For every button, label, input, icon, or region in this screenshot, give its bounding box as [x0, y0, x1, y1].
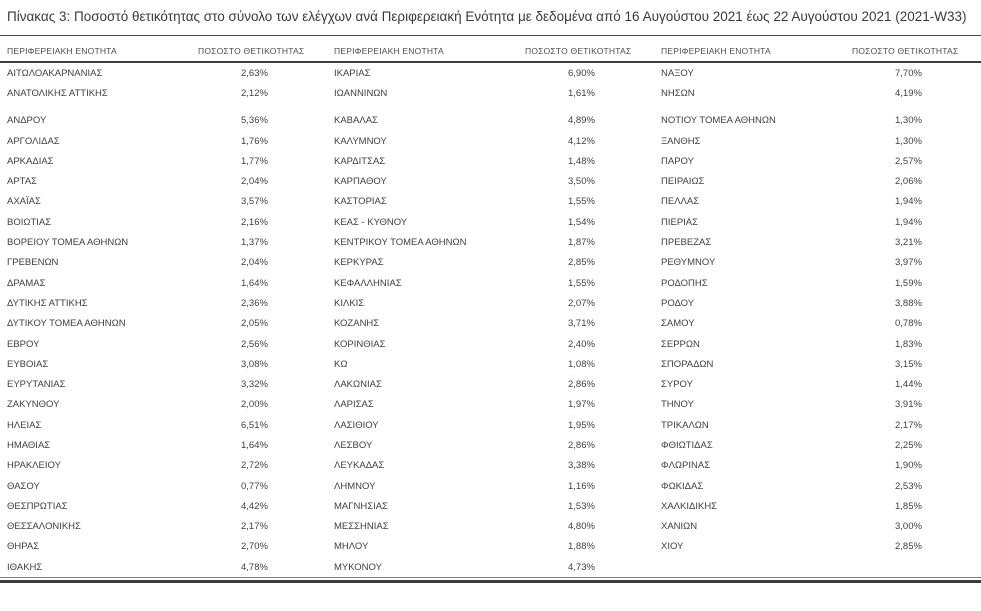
positivity-value-cell: 2,85%	[568, 257, 595, 269]
positivity-value-cell: 4,80%	[568, 521, 595, 533]
table-row	[0, 83, 981, 103]
positivity-value-cell: 1,94%	[895, 196, 922, 208]
region-name-cell: ΚΕΑΣ - ΚΥΘΝΟΥ	[334, 216, 408, 228]
region-name-cell: ΛΗΜΝΟΥ	[334, 480, 376, 492]
positivity-value-cell: 1,61%	[568, 87, 595, 99]
region-name-cell: ΜΗΛΟΥ	[334, 541, 369, 553]
table-row	[0, 63, 981, 83]
region-name-cell: ΑΙΤΩΛΟΑΚΑΡΝΑΝΙΑΣ	[7, 67, 103, 79]
region-name-cell: ΤΡΙΚΑΛΩΝ	[661, 419, 709, 431]
positivity-value-cell: 3,00%	[895, 521, 922, 533]
region-name-cell: ΘΑΣΟΥ	[7, 480, 40, 492]
region-name-cell: ΣΠΟΡΑΔΩΝ	[661, 358, 714, 370]
positivity-value-cell: 6,51%	[241, 419, 268, 431]
positivity-value-cell: 2,25%	[895, 439, 922, 451]
region-name-cell: ΧΑΝΙΩΝ	[661, 521, 698, 533]
region-name-cell: ΛΑΚΩΝΙΑΣ	[334, 379, 382, 391]
region-name-cell: ΠΑΡΟΥ	[661, 155, 694, 167]
region-name-cell: ΦΘΙΩΤΙΔΑΣ	[661, 439, 713, 451]
region-name-cell: ΘΗΡΑΣ	[7, 541, 40, 553]
table-row	[0, 192, 981, 212]
region-name-cell: ΚΩ	[334, 358, 348, 370]
table-row	[0, 415, 981, 435]
positivity-value-cell: 2,05%	[241, 318, 268, 330]
positivity-value-cell: 1,37%	[241, 237, 268, 249]
positivity-value-cell: 1,30%	[895, 115, 922, 127]
region-name-cell: ΜΕΣΣΗΝΙΑΣ	[334, 521, 389, 533]
region-name-cell: ΛΕΣΒΟΥ	[334, 439, 373, 451]
region-name-cell: ΝΗΣΩΝ	[661, 87, 695, 99]
positivity-value-cell: 1,88%	[568, 541, 595, 553]
region-name-cell: ΛΑΣΙΘΙΟΥ	[334, 419, 379, 431]
region-name-cell: ΣΥΡΟΥ	[661, 379, 693, 391]
table-row	[0, 111, 981, 131]
positivity-value-cell: 2,56%	[241, 338, 268, 350]
region-name-cell: ΚΑΛΥΜΝΟΥ	[334, 135, 387, 147]
region-name-cell: ΝΑΞΟΥ	[661, 67, 694, 79]
positivity-value-cell: 1,54%	[568, 216, 595, 228]
positivity-value-cell: 1,97%	[568, 399, 595, 411]
positivity-value-cell: 2,12%	[241, 87, 268, 99]
header-rate-col1: ΠΟΣΟΣΤΟ ΘΕΤΙΚΟΤΗΤΑΣ	[198, 46, 305, 56]
positivity-value-cell: 4,73%	[568, 561, 595, 573]
positivity-value-cell: 2,72%	[241, 460, 268, 472]
positivity-value-cell: 4,12%	[568, 135, 595, 147]
region-name-cell: ΚΑΒΑΛΑΣ	[334, 115, 378, 127]
positivity-value-cell: 4,78%	[241, 561, 268, 573]
region-name-cell: ΣΑΜΟΥ	[661, 318, 695, 330]
region-name-cell: ΚΟΖΑΝΗΣ	[334, 318, 380, 330]
positivity-value-cell: 1,76%	[241, 135, 268, 147]
positivity-value-cell: 1,87%	[568, 237, 595, 249]
region-name-cell: ΖΑΚΥΝΘΟΥ	[7, 399, 60, 411]
positivity-value-cell: 1,64%	[241, 439, 268, 451]
positivity-value-cell: 1,94%	[895, 216, 922, 228]
positivity-value-cell: 3,21%	[895, 237, 922, 249]
positivity-value-cell: 2,86%	[568, 439, 595, 451]
positivity-value-cell: 4,89%	[568, 115, 595, 127]
positivity-value-cell: 2,86%	[568, 379, 595, 391]
table-row	[0, 557, 981, 577]
positivity-value-cell: 1,90%	[895, 460, 922, 472]
table-row	[0, 374, 981, 394]
positivity-value-cell: 3,97%	[895, 257, 922, 269]
positivity-value-cell: 1,85%	[895, 500, 922, 512]
table-row	[0, 435, 981, 455]
positivity-value-cell: 2,04%	[241, 257, 268, 269]
region-name-cell: ΕΥΡΥΤΑΝΙΑΣ	[7, 379, 66, 391]
positivity-value-cell: 1,30%	[895, 135, 922, 147]
positivity-value-cell: 3,71%	[568, 318, 595, 330]
region-name-cell: ΠΙΕΡΙΑΣ	[661, 216, 699, 228]
region-name-cell: ΙΘΑΚΗΣ	[7, 561, 43, 573]
region-name-cell: ΚΕΡΚΥΡΑΣ	[334, 257, 384, 269]
positivity-value-cell: 2,04%	[241, 176, 268, 188]
positivity-value-cell: 3,57%	[241, 196, 268, 208]
region-name-cell: ΚΟΡΙΝΘΙΑΣ	[334, 338, 386, 350]
table-header-row	[0, 36, 981, 63]
positivity-value-cell: 7,70%	[895, 67, 922, 79]
positivity-value-cell: 6,90%	[568, 67, 595, 79]
table-row	[0, 131, 981, 151]
positivity-value-cell: 1,64%	[241, 277, 268, 289]
positivity-value-cell: 2,53%	[895, 480, 922, 492]
table-row	[0, 151, 981, 171]
positivity-value-cell: 2,17%	[241, 521, 268, 533]
positivity-value-cell: 1,44%	[895, 379, 922, 391]
table-row	[0, 232, 981, 252]
report-page	[0, 6, 981, 611]
table-row	[0, 476, 981, 496]
region-name-cell: ΞΑΝΘΗΣ	[661, 135, 701, 147]
positivity-value-cell: 3,50%	[568, 176, 595, 188]
header-region-col2: ΠΕΡΙΦΕΡΕΙΑΚΗ ΕΝΟΤΗΤΑ	[334, 46, 444, 56]
positivity-value-cell: 2,40%	[568, 338, 595, 350]
region-name-cell: ΘΕΣΠΡΩΤΙΑΣ	[7, 500, 68, 512]
region-name-cell: ΑΝΑΤΟΛΙΚΗΣ ΑΤΤΙΚΗΣ	[7, 87, 108, 99]
region-name-cell: ΗΜΑΘΙΑΣ	[7, 439, 51, 451]
positivity-value-cell: 3,88%	[895, 297, 922, 309]
region-name-cell: ΚΕΝΤΡΙΚΟΥ ΤΟΜΕΑ ΑΘΗΝΩΝ	[334, 237, 467, 249]
region-name-cell: ΦΛΩΡΙΝΑΣ	[661, 460, 711, 472]
table-bottom-border	[0, 577, 981, 583]
region-name-cell: ΕΥΒΟΙΑΣ	[7, 358, 49, 370]
region-name-cell: ΡΟΔΟΥ	[661, 297, 695, 309]
region-name-cell: ΧΑΛΚΙΔΙΚΗΣ	[661, 500, 718, 512]
positivity-value-cell: 2,70%	[241, 541, 268, 553]
region-name-cell: ΔΥΤΙΚΟΥ ΤΟΜΕΑ ΑΘΗΝΩΝ	[7, 318, 126, 330]
region-name-cell: ΠΕΛΛΑΣ	[661, 196, 700, 208]
positivity-value-cell: 2,06%	[895, 176, 922, 188]
table-title: Πίνακας 3: Ποσοστό θετικότητας στο σύνολο των ελέγχων ανά Περιφερειακή Ενότητα με δεδομένα από 16 Αυγούστου 2021 έως 22 Αυγούστου 2021 (2021-W33)	[7, 9, 967, 24]
region-name-cell: ΤΗΝΟΥ	[661, 399, 694, 411]
region-name-cell: ΦΩΚΙΔΑΣ	[661, 480, 704, 492]
region-name-cell: ΝΟΤΙΟΥ ΤΟΜΕΑ ΑΘΗΝΩΝ	[661, 115, 776, 127]
positivity-value-cell: 3,32%	[241, 379, 268, 391]
region-name-cell: ΑΡΤΑΣ	[7, 176, 37, 188]
positivity-value-cell: 1,16%	[568, 480, 595, 492]
positivity-value-cell: 1,59%	[895, 277, 922, 289]
positivity-value-cell: 2,07%	[568, 297, 595, 309]
region-name-cell: ΛΑΡΙΣΑΣ	[334, 399, 374, 411]
table-row	[0, 537, 981, 557]
region-name-cell: ΒΟΙΩΤΙΑΣ	[7, 216, 52, 228]
positivity-value-cell: 5,36%	[241, 115, 268, 127]
region-name-cell: ΒΟΡΕΙΟΥ ΤΟΜΕΑ ΑΘΗΝΩΝ	[7, 237, 129, 249]
region-name-cell: ΜΥΚΟΝΟΥ	[334, 561, 382, 573]
region-name-cell: ΑΡΓΟΛΙΔΑΣ	[7, 135, 60, 147]
region-name-cell: ΠΡΕΒΕΖΑΣ	[661, 237, 712, 249]
region-name-cell: ΔΡΑΜΑΣ	[7, 277, 46, 289]
table-body	[0, 63, 981, 577]
table-row	[0, 293, 981, 313]
region-name-cell: ΑΡΚΑΔΙΑΣ	[7, 155, 54, 167]
region-name-cell: ΡΕΘΥΜΝΟΥ	[661, 257, 716, 269]
table-row	[0, 171, 981, 191]
region-name-cell: ΜΑΓΝΗΣΙΑΣ	[334, 500, 388, 512]
positivity-value-cell: 2,36%	[241, 297, 268, 309]
positivity-value-cell: 4,19%	[895, 87, 922, 99]
positivity-value-cell: 2,16%	[241, 216, 268, 228]
header-rate-col2: ΠΟΣΟΣΤΟ ΘΕΤΙΚΟΤΗΤΑΣ	[525, 46, 632, 56]
region-name-cell: ΚΑΡΠΑΘΟΥ	[334, 176, 387, 188]
region-name-cell: ΠΕΙΡΑΙΩΣ	[661, 176, 705, 188]
region-name-cell: ΘΕΣΣΑΛΟΝΙΚΗΣ	[7, 521, 81, 533]
header-region-col1: ΠΕΡΙΦΕΡΕΙΑΚΗ ΕΝΟΤΗΤΑ	[7, 46, 117, 56]
positivity-value-cell: 1,08%	[568, 358, 595, 370]
positivity-value-cell: 2,17%	[895, 419, 922, 431]
positivity-value-cell: 2,85%	[895, 541, 922, 553]
header-rate-col3: ΠΟΣΟΣΤΟ ΘΕΤΙΚΟΤΗΤΑΣ	[852, 46, 959, 56]
region-name-cell: ΓΡΕΒΕΝΩΝ	[7, 257, 59, 269]
positivity-value-cell: 3,08%	[241, 358, 268, 370]
positivity-value-cell: 0,78%	[895, 318, 922, 330]
region-name-cell: ΔΥΤΙΚΗΣ ΑΤΤΙΚΗΣ	[7, 297, 88, 309]
positivity-value-cell: 1,77%	[241, 155, 268, 167]
positivity-value-cell: 1,53%	[568, 500, 595, 512]
table-row	[0, 456, 981, 476]
region-name-cell: ΡΟΔΟΠΗΣ	[661, 277, 708, 289]
region-name-cell: ΣΕΡΡΩΝ	[661, 338, 700, 350]
region-name-cell: ΚΙΛΚΙΣ	[334, 297, 365, 309]
positivity-value-cell: 4,42%	[241, 500, 268, 512]
region-name-cell: ΗΛΕΙΑΣ	[7, 419, 42, 431]
positivity-value-cell: 1,48%	[568, 155, 595, 167]
table-row	[0, 395, 981, 415]
region-name-cell: ΑΧΑΪΑΣ	[7, 196, 41, 208]
positivity-value-cell: 3,91%	[895, 399, 922, 411]
region-name-cell: ΙΚΑΡΙΑΣ	[334, 67, 371, 79]
region-name-cell: ΗΡΑΚΛΕΙΟΥ	[7, 460, 61, 472]
positivity-value-cell: 0,77%	[241, 480, 268, 492]
positivity-value-cell: 1,95%	[568, 419, 595, 431]
region-name-cell: ΧΙΟΥ	[661, 541, 684, 553]
region-name-cell: ΚΑΡΔΙΤΣΑΣ	[334, 155, 386, 167]
header-region-col3: ΠΕΡΙΦΕΡΕΙΑΚΗ ΕΝΟΤΗΤΑ	[661, 46, 771, 56]
table-row	[0, 273, 981, 293]
positivity-value-cell: 1,55%	[568, 196, 595, 208]
region-name-cell: ΛΕΥΚΑΔΑΣ	[334, 460, 385, 472]
positivity-value-cell: 2,63%	[241, 67, 268, 79]
table-row	[0, 496, 981, 516]
table-row	[0, 334, 981, 354]
region-name-cell: ΑΝΔΡΟΥ	[7, 115, 47, 127]
table-row	[0, 517, 981, 537]
positivity-value-cell: 3,38%	[568, 460, 595, 472]
region-name-cell: ΚΑΣΤΟΡΙΑΣ	[334, 196, 387, 208]
table-row	[0, 212, 981, 232]
positivity-value-cell: 2,57%	[895, 155, 922, 167]
positivity-value-cell: 3,15%	[895, 358, 922, 370]
region-name-cell: ΚΕΦΑΛΛΗΝΙΑΣ	[334, 277, 402, 289]
table-row	[0, 253, 981, 273]
region-name-cell: ΕΒΡΟΥ	[7, 338, 40, 350]
positivity-value-cell: 1,55%	[568, 277, 595, 289]
table-row	[0, 314, 981, 334]
positivity-value-cell: 2,00%	[241, 399, 268, 411]
region-name-cell: ΙΩΑΝΝΙΝΩΝ	[334, 87, 388, 99]
positivity-value-cell: 1,83%	[895, 338, 922, 350]
table-row	[0, 354, 981, 374]
